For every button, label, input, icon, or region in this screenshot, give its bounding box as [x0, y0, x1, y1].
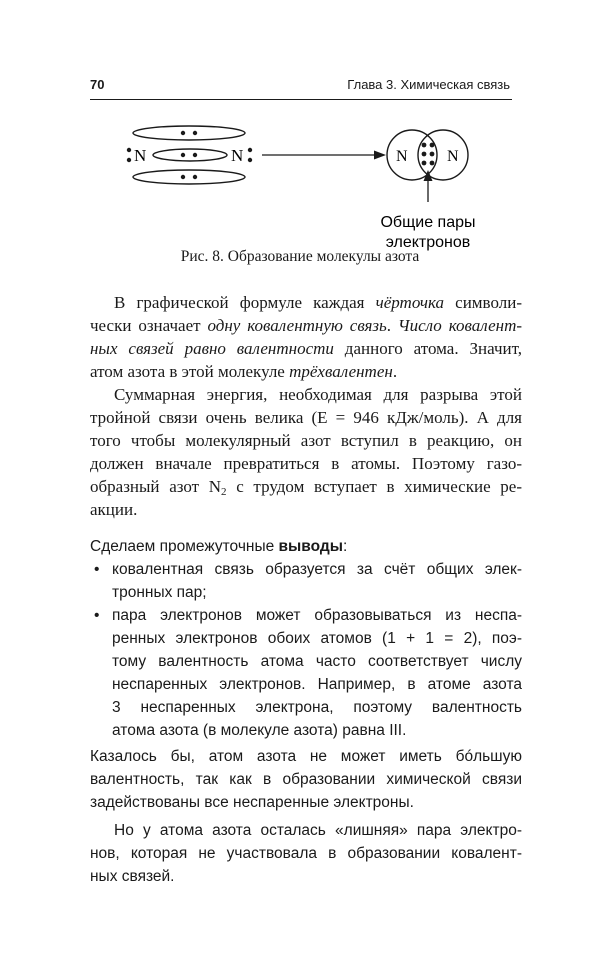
emphasis: трёхвалентен	[289, 362, 393, 381]
text-line: Казалось бы, атом азота не может иметь бóльшую	[90, 748, 522, 765]
bond-ellipse-top	[133, 126, 245, 140]
bond-ellipse-middle	[153, 149, 227, 161]
text-line: тому валентность атома часто соответствует числу	[112, 653, 522, 670]
text: чески означает	[90, 316, 208, 335]
subscript: 2	[221, 486, 227, 498]
orbital-left	[387, 130, 437, 180]
header-rule	[90, 99, 512, 100]
text: .	[386, 316, 398, 335]
text-line: ных связей.	[90, 868, 175, 885]
figure-caption: Рис. 8. Образование молекулы азота	[180, 248, 420, 265]
text: с трудом вступает в химические ре-	[226, 477, 523, 496]
text-line: задействованы все неспаренные электроны.	[90, 794, 414, 811]
text-line: валентность, так как в образовании химической связи	[90, 771, 522, 788]
list-item	[90, 558, 522, 604]
atom-left-label: N	[134, 146, 147, 165]
text-line: ковалентная связь образуется за счёт общих элек-	[112, 561, 522, 578]
text-line: пара электронов может образовываться из неспа-	[112, 607, 522, 624]
arrow-up-icon	[424, 170, 433, 202]
nitrogen-molecule-figure	[0, 105, 600, 265]
bond-ellipse-bottom	[133, 170, 245, 184]
orbital-right-label: N	[447, 148, 459, 165]
paragraph-extra-pair	[90, 819, 522, 888]
shared-pairs-label-line1: Общие пары	[380, 214, 476, 231]
text-line: того чтобы молекулярный азот вступил в реакцию, он	[90, 431, 522, 450]
text: данного атома. Значит,	[333, 339, 523, 358]
paragraph-graphic-formula	[90, 291, 522, 383]
text: атом азота в этой молекуле	[90, 362, 290, 381]
bold-term: выводы	[278, 538, 343, 555]
text-line: ренных электронов обоих атомов (1 + 1 = 2), поэ-	[112, 630, 522, 647]
chapter-title: Глава 3. Химическая связь	[347, 77, 510, 92]
lone-pair-right	[248, 148, 252, 162]
text-line: нов, которая не участвовала в образовании ковалент-	[90, 845, 522, 862]
text: В графической формуле каждая	[114, 293, 376, 312]
conclusions-list	[90, 558, 522, 742]
list-item	[90, 604, 522, 742]
text: :	[342, 538, 348, 555]
bullet-icon: •	[94, 607, 100, 624]
atom-right-label: N	[231, 146, 244, 165]
conclusions-block	[90, 535, 522, 742]
bullet-icon: •	[94, 561, 100, 578]
paragraph-bond-energy	[90, 383, 522, 521]
shared-electrons	[181, 131, 197, 179]
page-number: 70	[90, 77, 105, 92]
text: Сделаем промежуточные	[90, 538, 279, 555]
emphasis: ных связей равно валентности	[90, 339, 334, 358]
arrow-right-icon	[262, 151, 386, 160]
text: символи-	[444, 293, 522, 312]
emphasis: чёрточка	[375, 293, 445, 312]
emphasis: одну ковалентную связь	[207, 316, 387, 335]
shared-electron-pairs	[422, 143, 435, 166]
lewis-structure	[133, 126, 245, 184]
text-line: акции.	[90, 500, 138, 519]
text-line: должен вначале превратиться в атомы. Поэтому газо-	[90, 454, 522, 473]
emphasis: Число ковалент-	[397, 316, 523, 335]
lone-pair-left	[127, 148, 131, 162]
text-line: Суммарная энергия, необходимая для разрыва этой	[114, 385, 522, 404]
text-line: 3 неспаренных электрона, поэтому валентность	[112, 699, 522, 716]
text: .	[392, 362, 398, 381]
text-line: Но у атома азота осталась «лишняя» пара электро-	[114, 822, 522, 839]
text-line: атома азота (в молекуле азота) равна III.	[112, 722, 407, 739]
text-line: неспаренных электронов. Например, в атоме азота	[112, 676, 522, 693]
text: образный азот N	[90, 477, 222, 496]
shared-pairs-label-line2: электронов	[385, 234, 471, 251]
text-line: тройной связи очень велика (E = 946 кДж/моль). А для	[90, 408, 522, 427]
paragraph-valence	[90, 745, 522, 814]
text-line: тронных пар;	[112, 584, 207, 601]
orbital-left-label: N	[396, 148, 408, 165]
